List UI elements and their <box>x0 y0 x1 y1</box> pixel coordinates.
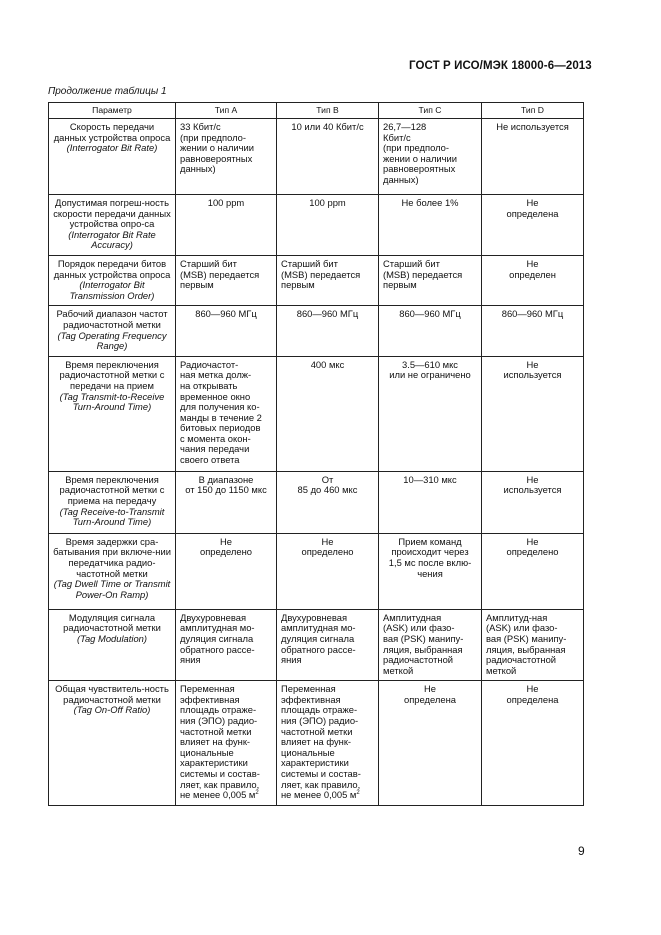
param-name: Время переключения радиочастотной метки с передачи на прием <box>59 358 165 391</box>
type-c-cell: 26,7—128 Кбит/с (при предполо- жении о наличии равновероятных данных) <box>379 119 482 195</box>
type-a-cell: Не определено <box>176 533 277 609</box>
type-b-cell: 10 или 40 Кбит/с <box>277 119 379 195</box>
column-header-param: Параметр <box>49 103 176 119</box>
type-b-cell: Двухуровневая амплитудная мо- дуляция сигнала обратного рассе- яния <box>277 609 379 681</box>
param-cell <box>49 533 176 609</box>
type-c-cell: 10—310 мкс <box>379 471 482 533</box>
type-b-cell: Не определено <box>277 533 379 609</box>
param-name-en: (Interrogator Bit Transmission Order) <box>69 279 155 301</box>
param-cell <box>49 119 176 195</box>
type-b-text: Переменная эффективная площадь отраже- ния (ЭПО) радио- частотной метки влияет на функ- циональные характеристики системы и состав- ляет, как правило, не менее 0,005 м <box>281 683 361 801</box>
column-header-type-c: Тип C <box>379 103 482 119</box>
type-d-cell: Не используется <box>482 471 584 533</box>
type-c-cell: 860—960 МГц <box>379 306 482 356</box>
param-cell <box>49 681 176 806</box>
type-a-cell <box>176 681 277 806</box>
column-header-type-d: Тип D <box>482 103 584 119</box>
table-row <box>49 533 584 609</box>
param-cell <box>49 255 176 305</box>
table-row <box>49 471 584 533</box>
param-name-en: (Tag Transmit-to-Receive Turn-Around Time) <box>59 390 165 413</box>
table-row <box>49 195 584 256</box>
unit-superscript: 2 <box>255 790 259 797</box>
param-name-en: (Tag Modulation) <box>76 632 147 644</box>
table-header-row <box>49 103 584 119</box>
table-caption: Продолжение таблицы 1 <box>48 86 167 97</box>
column-header-type-a: Тип A <box>176 103 277 119</box>
type-a-text: Переменная эффективная площадь отраже- ния (ЭПО) радио- частотной метки влияет на функ- циональные характеристики системы и состав- ляет, как правило, не менее 0,005 м <box>180 683 260 801</box>
type-b-cell <box>277 681 379 806</box>
table-row <box>49 306 584 356</box>
type-a-cell: В диапазоне от 150 до 1150 мкс <box>176 471 277 533</box>
param-name: Время задержки сра-батывания при включе-нии передатчика радио-частотной метки <box>53 535 171 579</box>
param-name: Скорость передачи данных устройства опроса <box>53 121 171 143</box>
type-d-cell: 860—960 МГц <box>482 306 584 356</box>
param-cell <box>49 356 176 471</box>
param-name: Рабочий диапазон частот радиочастотной метки <box>56 308 168 330</box>
param-cell <box>49 471 176 533</box>
type-a-cell: Радиочастот- ная метка долж- на открывать временное окно для получения ко- манды в течение 2 битовых периодов с момента окон- чания передачи своего ответа <box>176 356 277 471</box>
param-name-en: (Tag Dwell Time or Transmit Power-On Ramp) <box>53 578 171 600</box>
type-d-cell: Не определен <box>482 255 584 305</box>
param-name: Время переключения радиочастотной метки с приема на передачу <box>59 473 165 506</box>
param-name: Модуляция сигнала радиочастотной метки <box>63 611 161 634</box>
type-b-cell: 400 мкс <box>277 356 379 471</box>
type-d-cell: Не используется <box>482 119 584 195</box>
type-a-cell: Двухуровневая амплитудная мо- дуляция сигнала обратного рассе- яния <box>176 609 277 681</box>
param-cell <box>49 195 176 256</box>
spec-table <box>48 102 584 806</box>
table-row <box>49 609 584 681</box>
param-name-en: (Tag On-Off Ratio) <box>73 704 151 716</box>
type-d-cell: Не используется <box>482 356 584 471</box>
type-c-cell: 3.5—610 мкс или не ограничено <box>379 356 482 471</box>
type-d-cell: Не определена <box>482 195 584 256</box>
param-name-en: (Tag Operating Frequency Range) <box>57 329 167 352</box>
type-d-cell: Не определено <box>482 533 584 609</box>
param-name: Допустимая погреш-ность скорости передачи данных устройства опро-са <box>53 197 171 230</box>
table-row <box>49 119 584 195</box>
type-b-cell: 860—960 МГц <box>277 306 379 356</box>
type-c-cell: Не определена <box>379 681 482 806</box>
type-a-cell: Старший бит (MSB) передается первым <box>176 255 277 305</box>
type-a-cell: 100 ppm <box>176 195 277 256</box>
type-a-cell: 860—960 МГц <box>176 306 277 356</box>
param-name: Порядок передачи битов данных устройства опроса <box>53 257 171 280</box>
param-name-en: (Interrogator Bit Rate Accuracy) <box>68 228 156 251</box>
type-b-cell: От 85 до 460 мкс <box>277 471 379 533</box>
type-c-cell: Старший бит (MSB) передается первым <box>379 255 482 305</box>
param-name: Общая чувствитель-ность радиочастотной метки <box>55 683 169 705</box>
page-number: 9 <box>578 844 585 858</box>
table-row <box>49 255 584 305</box>
table-row <box>49 356 584 471</box>
param-name-en: (Interrogator Bit Rate) <box>66 142 158 154</box>
type-c-cell: Прием команд происходит через 1,5 мс после вклю- чения <box>379 533 482 609</box>
unit-superscript: 2 <box>356 790 360 797</box>
type-b-cell: 100 ppm <box>277 195 379 256</box>
type-b-cell: Старший бит (MSB) передается первым <box>277 255 379 305</box>
type-d-cell: Амплитуд-ная (ASK) или фазо- вая (PSK) манипу- ляция, выбранная радиочастотной меткой <box>482 609 584 681</box>
type-c-cell: Не более 1% <box>379 195 482 256</box>
type-a-cell: 33 Кбит/с (при предполо- жении о наличии равновероятных данных) <box>176 119 277 195</box>
param-name-en: (Tag Receive-to-Transmit Turn-Around Time) <box>59 505 165 528</box>
param-cell <box>49 609 176 681</box>
type-d-cell: Не определена <box>482 681 584 806</box>
param-cell <box>49 306 176 356</box>
column-header-type-b: Тип B <box>277 103 379 119</box>
table-row <box>49 681 584 806</box>
type-c-cell: Амплитудная (ASK) или фазо- вая (PSK) манипу- ляция, выбранная радиочастотной меткой <box>379 609 482 681</box>
standard-header: ГОСТ Р ИСО/МЭК 18000-6—2013 <box>409 60 592 72</box>
